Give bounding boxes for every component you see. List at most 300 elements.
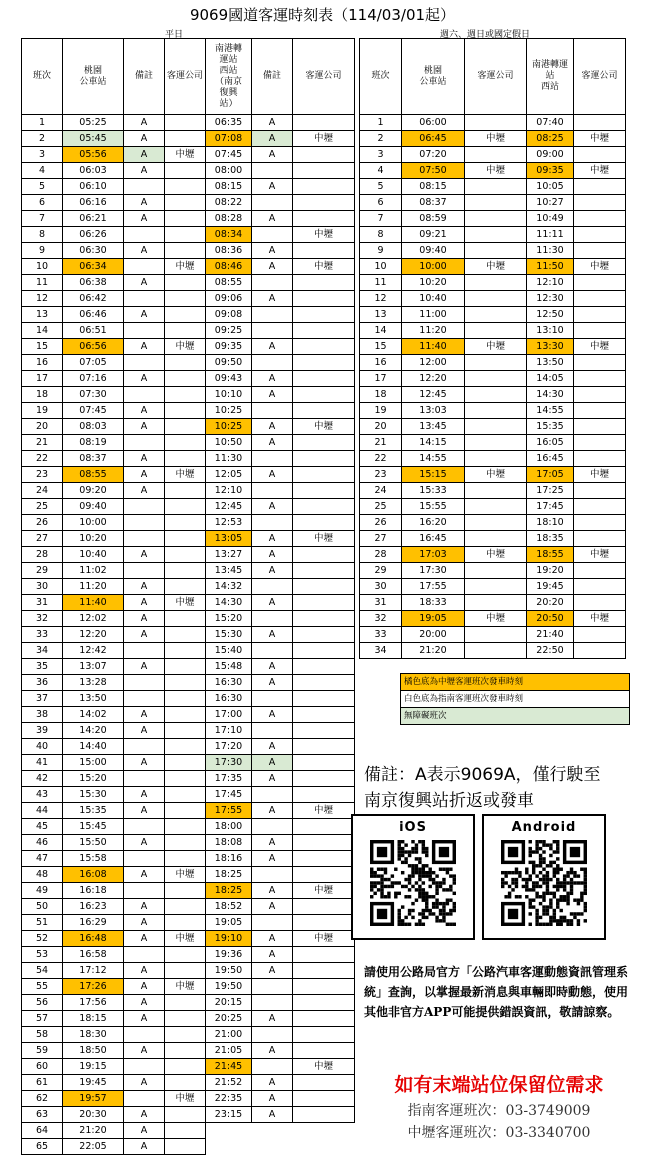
taoyuan-departure: 16:45 — [402, 531, 465, 547]
nangang-departure: 19:50 — [206, 979, 252, 995]
remark: A — [252, 803, 293, 819]
table-row — [360, 131, 626, 147]
operator — [574, 323, 626, 339]
table-row — [22, 915, 355, 931]
trip-number: 18 — [22, 387, 63, 403]
operator — [465, 227, 527, 243]
trip-number: 64 — [22, 1123, 63, 1139]
operator — [293, 835, 355, 851]
taoyuan-departure: 12:02 — [63, 611, 124, 627]
column-header: 桃園 公車站 — [402, 39, 465, 115]
operator — [574, 291, 626, 307]
trip-number: 25 — [22, 499, 63, 515]
taoyuan-departure: 10:20 — [63, 531, 124, 547]
remark — [124, 355, 165, 371]
trip-number: 49 — [22, 883, 63, 899]
operator — [165, 659, 206, 675]
taoyuan-departure: 09:20 — [63, 483, 124, 499]
trip-number: 23 — [22, 467, 63, 483]
remark: A — [124, 483, 165, 499]
taoyuan-departure: 06:00 — [402, 115, 465, 131]
operator — [165, 403, 206, 419]
operator — [465, 147, 527, 163]
operator — [465, 499, 527, 515]
column-header: 客運公司 — [165, 39, 206, 115]
table-row — [22, 819, 355, 835]
table-row — [22, 899, 355, 915]
taoyuan-departure: 06:38 — [63, 275, 124, 291]
nangang-departure: 19:20 — [527, 563, 574, 579]
operator: 中壢 — [574, 547, 626, 563]
taoyuan-departure: 16:23 — [63, 899, 124, 915]
operator — [165, 723, 206, 739]
operator — [165, 355, 206, 371]
taoyuan-departure: 17:55 — [402, 579, 465, 595]
nangang-departure: 12:05 — [206, 467, 252, 483]
table-row — [360, 643, 626, 659]
operator — [165, 179, 206, 195]
taoyuan-departure: 15:58 — [63, 851, 124, 867]
table-row — [22, 275, 355, 291]
nangang-departure: 14:55 — [527, 403, 574, 419]
table-row — [360, 211, 626, 227]
operator — [293, 1075, 355, 1091]
trip-number: 30 — [360, 579, 402, 595]
operator — [165, 771, 206, 787]
operator: 中壢 — [165, 339, 206, 355]
taoyuan-departure: 07:20 — [402, 147, 465, 163]
operator — [574, 419, 626, 435]
taoyuan-departure: 06:30 — [63, 243, 124, 259]
nangang-departure: 12:53 — [206, 515, 252, 531]
nangang-departure: 08:46 — [206, 259, 252, 275]
operator — [293, 611, 355, 627]
table-row — [360, 243, 626, 259]
qr-android-card[interactable] — [482, 814, 606, 940]
taoyuan-departure: 12:20 — [63, 627, 124, 643]
operator — [293, 435, 355, 451]
remark — [252, 979, 293, 995]
table-row — [22, 1091, 355, 1107]
taoyuan-departure: 19:15 — [63, 1059, 124, 1075]
legend-row — [401, 708, 630, 725]
remark: A — [124, 147, 165, 163]
operator — [165, 883, 206, 899]
remark: A — [252, 1107, 293, 1123]
operator: 中壢 — [293, 931, 355, 947]
trip-number: 43 — [22, 787, 63, 803]
remark — [252, 355, 293, 371]
trip-number: 12 — [360, 291, 402, 307]
table-row — [22, 803, 355, 819]
table-row — [22, 147, 355, 163]
taoyuan-departure: 05:45 — [63, 131, 124, 147]
qr-code-icon[interactable] — [370, 840, 456, 926]
nangang-departure: 19:50 — [206, 963, 252, 979]
trip-number: 7 — [360, 211, 402, 227]
taoyuan-departure: 06:10 — [63, 179, 124, 195]
remark: A — [124, 275, 165, 291]
remark: A — [252, 291, 293, 307]
operator — [293, 755, 355, 771]
taoyuan-departure: 08:37 — [63, 451, 124, 467]
taoyuan-departure: 13:45 — [402, 419, 465, 435]
operator: 中壢 — [165, 467, 206, 483]
taoyuan-departure: 08:15 — [402, 179, 465, 195]
remark: A — [124, 627, 165, 643]
operator — [293, 771, 355, 787]
nangang-departure: 07:08 — [206, 131, 252, 147]
qr-code-icon[interactable] — [501, 840, 587, 926]
operator: 中壢 — [465, 163, 527, 179]
trip-number: 27 — [22, 531, 63, 547]
operator — [293, 819, 355, 835]
remark — [252, 275, 293, 291]
operator — [165, 1059, 206, 1075]
remark — [124, 691, 165, 707]
operator — [574, 243, 626, 259]
operator — [574, 499, 626, 515]
nangang-departure: 08:15 — [206, 179, 252, 195]
table-row — [360, 451, 626, 467]
remark: A — [124, 211, 165, 227]
table-row — [22, 867, 355, 883]
table-row — [22, 1043, 355, 1059]
legend-entry: 無障礙班次 — [401, 708, 630, 725]
operator — [293, 243, 355, 259]
table-row — [22, 307, 355, 323]
operator — [574, 195, 626, 211]
remark — [252, 307, 293, 323]
legend-row — [401, 691, 630, 708]
remark — [124, 259, 165, 275]
operator — [574, 307, 626, 323]
taoyuan-departure: 15:35 — [63, 803, 124, 819]
taoyuan-departure: 17:03 — [402, 547, 465, 563]
remark: A — [252, 131, 293, 147]
operator — [465, 211, 527, 227]
nangang-departure: 16:30 — [206, 675, 252, 691]
nangang-departure: 10:27 — [527, 195, 574, 211]
remark: A — [124, 419, 165, 435]
operator — [293, 499, 355, 515]
operator — [165, 915, 206, 931]
color-legend — [400, 673, 630, 725]
remark — [124, 179, 165, 195]
nangang-departure: 18:35 — [527, 531, 574, 547]
remark: A — [252, 531, 293, 547]
trip-number: 2 — [360, 131, 402, 147]
nangang-departure: 12:10 — [206, 483, 252, 499]
remark — [252, 867, 293, 883]
trip-number: 58 — [22, 1027, 63, 1043]
remark — [252, 579, 293, 595]
operator — [165, 707, 206, 723]
remark: A — [124, 1139, 165, 1155]
taoyuan-departure: 10:40 — [402, 291, 465, 307]
table-row — [22, 195, 355, 211]
table-row — [22, 323, 355, 339]
trip-number: 15 — [22, 339, 63, 355]
trip-number: 29 — [22, 563, 63, 579]
taoyuan-departure: 06:16 — [63, 195, 124, 211]
remark: A — [252, 387, 293, 403]
table-row — [22, 115, 355, 131]
trip-number: 26 — [360, 515, 402, 531]
operator — [465, 291, 527, 307]
remark: A — [252, 675, 293, 691]
taoyuan-departure: 12:20 — [402, 371, 465, 387]
nangang-departure: 09:50 — [206, 355, 252, 371]
nangang-departure: 10:25 — [206, 419, 252, 435]
nangang-departure: 14:30 — [206, 595, 252, 611]
remark: A — [252, 339, 293, 355]
remark: A — [252, 243, 293, 259]
operator — [574, 211, 626, 227]
nangang-departure: 08:22 — [206, 195, 252, 211]
operator — [574, 435, 626, 451]
taoyuan-departure: 15:00 — [63, 755, 124, 771]
trip-number: 32 — [360, 611, 402, 627]
operator — [465, 195, 527, 211]
remark — [252, 515, 293, 531]
operator — [293, 323, 355, 339]
trip-number: 35 — [22, 659, 63, 675]
taoyuan-departure: 16:08 — [63, 867, 124, 883]
nangang-departure: 13:45 — [206, 563, 252, 579]
trip-number: 1 — [22, 115, 63, 131]
table-row — [360, 291, 626, 307]
nangang-departure: 09:25 — [206, 323, 252, 339]
remark — [252, 819, 293, 835]
operator — [465, 307, 527, 323]
trip-number: 34 — [360, 643, 402, 659]
taoyuan-departure: 09:21 — [402, 227, 465, 243]
trip-number: 32 — [22, 611, 63, 627]
nangang-departure: 17:10 — [206, 723, 252, 739]
table-row — [22, 227, 355, 243]
trip-number: 3 — [360, 147, 402, 163]
taoyuan-departure: 07:50 — [402, 163, 465, 179]
operator — [293, 691, 355, 707]
operator — [165, 755, 206, 771]
remark: A — [252, 595, 293, 611]
operator: 中壢 — [465, 131, 527, 147]
nangang-departure: 15:40 — [206, 643, 252, 659]
operator — [293, 515, 355, 531]
trip-number: 9 — [360, 243, 402, 259]
taoyuan-departure: 19:57 — [63, 1091, 124, 1107]
nangang-departure: 06:35 — [206, 115, 252, 131]
operator: 中壢 — [574, 467, 626, 483]
nangang-departure: 18:25 — [206, 867, 252, 883]
remark: A — [124, 611, 165, 627]
operator — [165, 419, 206, 435]
table-row — [22, 259, 355, 275]
taoyuan-departure: 15:15 — [402, 467, 465, 483]
trip-number: 23 — [360, 467, 402, 483]
operator — [293, 483, 355, 499]
taoyuan-departure: 12:45 — [402, 387, 465, 403]
operator: 中壢 — [574, 163, 626, 179]
trip-number: 4 — [22, 163, 63, 179]
table-row — [22, 627, 355, 643]
taoyuan-departure: 19:05 — [402, 611, 465, 627]
remark — [124, 1059, 165, 1075]
table-row — [22, 883, 355, 899]
operator — [293, 659, 355, 675]
taoyuan-departure: 11:00 — [402, 307, 465, 323]
taoyuan-departure: 11:02 — [63, 563, 124, 579]
table-row — [360, 227, 626, 243]
operator — [574, 627, 626, 643]
taoyuan-departure: 16:48 — [63, 931, 124, 947]
nangang-departure: 17:55 — [206, 803, 252, 819]
taoyuan-departure: 06:45 — [402, 131, 465, 147]
operator: 中壢 — [465, 611, 527, 627]
taoyuan-departure: 11:40 — [63, 595, 124, 611]
nangang-departure: 16:05 — [527, 435, 574, 451]
nangang-departure: 17:00 — [206, 707, 252, 723]
nangang-departure: 08:25 — [527, 131, 574, 147]
nangang-departure: 07:45 — [206, 147, 252, 163]
table-row — [360, 259, 626, 275]
trip-number: 62 — [22, 1091, 63, 1107]
remark: A — [124, 755, 165, 771]
trip-number: 65 — [22, 1139, 63, 1155]
table-row — [360, 115, 626, 131]
remark: A — [124, 803, 165, 819]
trip-number: 28 — [360, 547, 402, 563]
remark: A — [124, 835, 165, 851]
operator — [293, 915, 355, 931]
remark: A — [124, 1043, 165, 1059]
nangang-departure: 18:16 — [206, 851, 252, 867]
operator — [165, 499, 206, 515]
remark: A — [252, 947, 293, 963]
remark — [252, 611, 293, 627]
table-row — [22, 355, 355, 371]
remark: A — [124, 579, 165, 595]
remark: A — [124, 1107, 165, 1123]
taoyuan-departure: 17:30 — [402, 563, 465, 579]
remark — [252, 403, 293, 419]
taoyuan-departure: 20:30 — [63, 1107, 124, 1123]
remark: A — [124, 1123, 165, 1139]
operator: 中壢 — [465, 547, 527, 563]
operator: 中壢 — [165, 979, 206, 995]
operator — [465, 179, 527, 195]
operator — [165, 1075, 206, 1091]
remark: A — [252, 739, 293, 755]
remark — [124, 771, 165, 787]
nangang-departure: 19:45 — [527, 579, 574, 595]
trip-number: 16 — [22, 355, 63, 371]
table-row — [22, 1107, 355, 1123]
legend-entry: 白色底為指南客運班次發車時刻 — [401, 691, 630, 708]
taoyuan-departure: 17:26 — [63, 979, 124, 995]
remark — [124, 947, 165, 963]
nangang-departure: 08:34 — [206, 227, 252, 243]
taoyuan-departure: 18:33 — [402, 595, 465, 611]
trip-number: 27 — [360, 531, 402, 547]
remark: A — [124, 307, 165, 323]
trip-number: 21 — [22, 435, 63, 451]
trip-number: 10 — [22, 259, 63, 275]
table-row — [22, 963, 355, 979]
nangang-departure: 19:05 — [206, 915, 252, 931]
remark: A — [124, 995, 165, 1011]
operator — [165, 643, 206, 659]
operator — [165, 611, 206, 627]
operator — [165, 1027, 206, 1043]
trip-number: 28 — [22, 547, 63, 563]
remark — [252, 723, 293, 739]
taoyuan-departure: 15:20 — [63, 771, 124, 787]
nangang-departure: 14:05 — [527, 371, 574, 387]
table-row — [360, 339, 626, 355]
trip-number: 40 — [22, 739, 63, 755]
remark — [252, 1027, 293, 1043]
remark — [252, 691, 293, 707]
remark: A — [124, 899, 165, 915]
nangang-departure: 08:28 — [206, 211, 252, 227]
operator — [165, 291, 206, 307]
remark: A — [252, 419, 293, 435]
operator — [465, 355, 527, 371]
operator — [293, 291, 355, 307]
column-header: 客運公司 — [465, 39, 527, 115]
remark: A — [252, 883, 293, 899]
operator — [293, 979, 355, 995]
trip-number: 34 — [22, 643, 63, 659]
remark: A — [124, 707, 165, 723]
remark — [124, 531, 165, 547]
operator: 中壢 — [574, 339, 626, 355]
table-row — [22, 1027, 355, 1043]
nangang-departure: 19:10 — [206, 931, 252, 947]
table-row — [360, 547, 626, 563]
trip-number: 15 — [360, 339, 402, 355]
operator — [574, 179, 626, 195]
operator — [165, 819, 206, 835]
remark: A — [124, 403, 165, 419]
operator — [293, 387, 355, 403]
operator — [165, 1043, 206, 1059]
nangang-departure: 17:20 — [206, 739, 252, 755]
table-row — [22, 851, 355, 867]
remark — [252, 483, 293, 499]
taoyuan-departure: 21:20 — [63, 1123, 124, 1139]
taoyuan-departure: 10:00 — [402, 259, 465, 275]
remark — [124, 291, 165, 307]
table-row — [22, 771, 355, 787]
operator: 中壢 — [293, 131, 355, 147]
qr-ios-card[interactable] — [351, 814, 475, 940]
nangang-departure: 20:15 — [206, 995, 252, 1011]
operator: 中壢 — [465, 259, 527, 275]
nangang-departure: 20:25 — [206, 1011, 252, 1027]
operator: 中壢 — [165, 1091, 206, 1107]
nangang-departure: 12:30 — [527, 291, 574, 307]
nangang-departure: 18:25 — [206, 883, 252, 899]
operator — [293, 147, 355, 163]
table-row — [360, 499, 626, 515]
trip-number: 36 — [22, 675, 63, 691]
trip-number: 31 — [22, 595, 63, 611]
trip-number: 10 — [360, 259, 402, 275]
taoyuan-departure: 06:56 — [63, 339, 124, 355]
